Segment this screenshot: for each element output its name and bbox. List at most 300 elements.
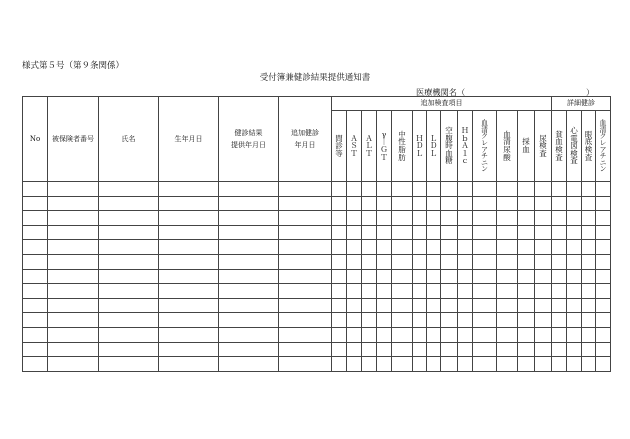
table-cell[interactable] xyxy=(427,327,441,342)
table-cell[interactable] xyxy=(413,269,427,284)
table-cell[interactable] xyxy=(23,284,48,299)
table-cell[interactable] xyxy=(392,254,413,269)
table-cell[interactable] xyxy=(48,342,99,357)
table-cell[interactable] xyxy=(347,225,362,240)
table-cell[interactable] xyxy=(99,342,159,357)
table-cell[interactable] xyxy=(518,313,535,328)
table-cell[interactable] xyxy=(518,240,535,255)
table-cell[interactable] xyxy=(413,240,427,255)
table-cell[interactable] xyxy=(159,254,219,269)
table-cell[interactable] xyxy=(535,182,552,197)
table-cell[interactable] xyxy=(552,327,567,342)
table-cell[interactable] xyxy=(567,342,582,357)
table-cell[interactable] xyxy=(219,211,279,226)
table-cell[interactable] xyxy=(159,284,219,299)
table-cell[interactable] xyxy=(279,313,332,328)
table-cell[interactable] xyxy=(458,284,473,299)
table-cell[interactable] xyxy=(219,298,279,313)
table-cell[interactable] xyxy=(427,269,441,284)
table-cell[interactable] xyxy=(23,298,48,313)
table-cell[interactable] xyxy=(99,182,159,197)
table-cell[interactable] xyxy=(347,342,362,357)
table-cell[interactable] xyxy=(552,284,567,299)
table-cell[interactable] xyxy=(497,254,518,269)
table-cell[interactable] xyxy=(441,225,458,240)
table-cell[interactable] xyxy=(347,284,362,299)
table-cell[interactable] xyxy=(518,182,535,197)
table-cell[interactable] xyxy=(392,240,413,255)
table-cell[interactable] xyxy=(99,269,159,284)
table-cell[interactable] xyxy=(441,357,458,372)
table-cell[interactable] xyxy=(377,211,392,226)
table-cell[interactable] xyxy=(23,269,48,284)
table-cell[interactable] xyxy=(392,182,413,197)
table-cell[interactable] xyxy=(535,327,552,342)
table-cell[interactable] xyxy=(473,342,497,357)
table-cell[interactable] xyxy=(552,196,567,211)
table-cell[interactable] xyxy=(362,269,377,284)
table-cell[interactable] xyxy=(427,225,441,240)
table-cell[interactable] xyxy=(535,240,552,255)
table-cell[interactable] xyxy=(279,240,332,255)
table-cell[interactable] xyxy=(497,357,518,372)
table-cell[interactable] xyxy=(159,298,219,313)
table-cell[interactable] xyxy=(279,211,332,226)
table-cell[interactable] xyxy=(392,196,413,211)
table-cell[interactable] xyxy=(567,254,582,269)
table-cell[interactable] xyxy=(497,313,518,328)
table-cell[interactable] xyxy=(596,298,611,313)
table-cell[interactable] xyxy=(567,211,582,226)
table-cell[interactable] xyxy=(332,298,347,313)
table-cell[interactable] xyxy=(99,313,159,328)
table-cell[interactable] xyxy=(99,240,159,255)
table-cell[interactable] xyxy=(332,269,347,284)
table-cell[interactable] xyxy=(596,357,611,372)
table-cell[interactable] xyxy=(441,269,458,284)
table-cell[interactable] xyxy=(362,342,377,357)
table-cell[interactable] xyxy=(441,240,458,255)
table-cell[interactable] xyxy=(518,284,535,299)
table-cell[interactable] xyxy=(377,240,392,255)
table-cell[interactable] xyxy=(535,357,552,372)
table-cell[interactable] xyxy=(48,269,99,284)
table-cell[interactable] xyxy=(582,269,596,284)
table-cell[interactable] xyxy=(567,182,582,197)
table-cell[interactable] xyxy=(441,298,458,313)
table-cell[interactable] xyxy=(377,225,392,240)
table-cell[interactable] xyxy=(473,225,497,240)
table-cell[interactable] xyxy=(427,284,441,299)
table-cell[interactable] xyxy=(362,327,377,342)
table-cell[interactable] xyxy=(497,327,518,342)
table-cell[interactable] xyxy=(458,240,473,255)
table-cell[interactable] xyxy=(567,327,582,342)
table-cell[interactable] xyxy=(473,254,497,269)
table-cell[interactable] xyxy=(23,211,48,226)
table-cell[interactable] xyxy=(518,357,535,372)
table-cell[interactable] xyxy=(219,225,279,240)
table-cell[interactable] xyxy=(347,298,362,313)
table-cell[interactable] xyxy=(518,211,535,226)
table-cell[interactable] xyxy=(497,284,518,299)
table-cell[interactable] xyxy=(219,357,279,372)
table-cell[interactable] xyxy=(567,313,582,328)
table-cell[interactable] xyxy=(497,225,518,240)
table-cell[interactable] xyxy=(219,327,279,342)
table-cell[interactable] xyxy=(347,240,362,255)
table-cell[interactable] xyxy=(473,327,497,342)
table-cell[interactable] xyxy=(347,254,362,269)
table-cell[interactable] xyxy=(497,182,518,197)
table-cell[interactable] xyxy=(497,342,518,357)
table-cell[interactable] xyxy=(23,357,48,372)
table-cell[interactable] xyxy=(392,342,413,357)
table-cell[interactable] xyxy=(552,254,567,269)
table-cell[interactable] xyxy=(458,357,473,372)
table-cell[interactable] xyxy=(23,254,48,269)
table-cell[interactable] xyxy=(279,182,332,197)
table-cell[interactable] xyxy=(347,327,362,342)
table-cell[interactable] xyxy=(596,225,611,240)
table-cell[interactable] xyxy=(458,182,473,197)
table-cell[interactable] xyxy=(596,182,611,197)
table-cell[interactable] xyxy=(48,211,99,226)
table-cell[interactable] xyxy=(535,298,552,313)
table-cell[interactable] xyxy=(362,182,377,197)
table-cell[interactable] xyxy=(332,225,347,240)
table-cell[interactable] xyxy=(441,284,458,299)
table-cell[interactable] xyxy=(279,284,332,299)
table-cell[interactable] xyxy=(23,182,48,197)
table-cell[interactable] xyxy=(582,211,596,226)
table-cell[interactable] xyxy=(332,211,347,226)
table-cell[interactable] xyxy=(279,196,332,211)
table-cell[interactable] xyxy=(497,298,518,313)
table-cell[interactable] xyxy=(48,357,99,372)
table-cell[interactable] xyxy=(596,269,611,284)
table-cell[interactable] xyxy=(48,313,99,328)
table-cell[interactable] xyxy=(596,211,611,226)
table-cell[interactable] xyxy=(473,284,497,299)
table-cell[interactable] xyxy=(552,269,567,284)
table-cell[interactable] xyxy=(99,357,159,372)
table-cell[interactable] xyxy=(458,211,473,226)
table-cell[interactable] xyxy=(219,313,279,328)
table-cell[interactable] xyxy=(441,211,458,226)
table-cell[interactable] xyxy=(48,196,99,211)
table-cell[interactable] xyxy=(458,327,473,342)
table-cell[interactable] xyxy=(279,342,332,357)
table-cell[interactable] xyxy=(219,240,279,255)
table-cell[interactable] xyxy=(458,298,473,313)
table-cell[interactable] xyxy=(48,240,99,255)
table-cell[interactable] xyxy=(377,196,392,211)
table-cell[interactable] xyxy=(332,240,347,255)
table-cell[interactable] xyxy=(413,254,427,269)
table-cell[interactable] xyxy=(535,196,552,211)
table-cell[interactable] xyxy=(427,211,441,226)
table-cell[interactable] xyxy=(219,196,279,211)
table-cell[interactable] xyxy=(441,182,458,197)
table-cell[interactable] xyxy=(473,357,497,372)
table-cell[interactable] xyxy=(332,357,347,372)
table-cell[interactable] xyxy=(159,342,219,357)
table-cell[interactable] xyxy=(497,240,518,255)
table-cell[interactable] xyxy=(99,254,159,269)
table-cell[interactable] xyxy=(392,284,413,299)
table-cell[interactable] xyxy=(48,182,99,197)
table-cell[interactable] xyxy=(596,342,611,357)
table-cell[interactable] xyxy=(413,342,427,357)
table-cell[interactable] xyxy=(159,225,219,240)
table-cell[interactable] xyxy=(582,298,596,313)
table-cell[interactable] xyxy=(23,240,48,255)
table-cell[interactable] xyxy=(441,254,458,269)
table-cell[interactable] xyxy=(567,284,582,299)
table-cell[interactable] xyxy=(362,298,377,313)
table-cell[interactable] xyxy=(441,327,458,342)
table-cell[interactable] xyxy=(473,269,497,284)
table-cell[interactable] xyxy=(159,240,219,255)
table-cell[interactable] xyxy=(159,327,219,342)
table-cell[interactable] xyxy=(473,211,497,226)
table-cell[interactable] xyxy=(332,342,347,357)
table-cell[interactable] xyxy=(473,196,497,211)
table-cell[interactable] xyxy=(279,298,332,313)
table-cell[interactable] xyxy=(497,196,518,211)
table-cell[interactable] xyxy=(279,327,332,342)
table-cell[interactable] xyxy=(458,254,473,269)
table-cell[interactable] xyxy=(219,284,279,299)
table-cell[interactable] xyxy=(159,313,219,328)
table-cell[interactable] xyxy=(427,357,441,372)
table-cell[interactable] xyxy=(582,225,596,240)
table-cell[interactable] xyxy=(362,313,377,328)
table-cell[interactable] xyxy=(279,225,332,240)
table-cell[interactable] xyxy=(219,182,279,197)
table-cell[interactable] xyxy=(582,357,596,372)
table-cell[interactable] xyxy=(458,342,473,357)
table-cell[interactable] xyxy=(535,211,552,226)
table-cell[interactable] xyxy=(48,254,99,269)
table-cell[interactable] xyxy=(427,254,441,269)
table-cell[interactable] xyxy=(413,313,427,328)
table-cell[interactable] xyxy=(535,225,552,240)
table-cell[interactable] xyxy=(377,298,392,313)
table-cell[interactable] xyxy=(362,284,377,299)
table-cell[interactable] xyxy=(332,182,347,197)
table-cell[interactable] xyxy=(362,357,377,372)
table-cell[interactable] xyxy=(518,327,535,342)
table-cell[interactable] xyxy=(23,313,48,328)
table-cell[interactable] xyxy=(48,327,99,342)
table-cell[interactable] xyxy=(535,254,552,269)
table-cell[interactable] xyxy=(99,327,159,342)
table-cell[interactable] xyxy=(473,182,497,197)
table-cell[interactable] xyxy=(427,313,441,328)
table-cell[interactable] xyxy=(23,196,48,211)
table-cell[interactable] xyxy=(582,342,596,357)
table-cell[interactable] xyxy=(48,284,99,299)
table-cell[interactable] xyxy=(413,211,427,226)
table-cell[interactable] xyxy=(582,196,596,211)
table-cell[interactable] xyxy=(497,211,518,226)
table-cell[interactable] xyxy=(392,327,413,342)
table-cell[interactable] xyxy=(596,284,611,299)
table-cell[interactable] xyxy=(377,284,392,299)
table-cell[interactable] xyxy=(413,357,427,372)
table-cell[interactable] xyxy=(362,225,377,240)
table-cell[interactable] xyxy=(596,254,611,269)
table-cell[interactable] xyxy=(473,298,497,313)
table-cell[interactable] xyxy=(518,196,535,211)
table-cell[interactable] xyxy=(413,298,427,313)
table-cell[interactable] xyxy=(567,269,582,284)
table-cell[interactable] xyxy=(159,211,219,226)
table-cell[interactable] xyxy=(458,225,473,240)
table-cell[interactable] xyxy=(582,240,596,255)
table-cell[interactable] xyxy=(427,182,441,197)
table-cell[interactable] xyxy=(458,196,473,211)
table-cell[interactable] xyxy=(377,357,392,372)
table-cell[interactable] xyxy=(596,313,611,328)
table-cell[interactable] xyxy=(427,298,441,313)
table-cell[interactable] xyxy=(567,196,582,211)
table-cell[interactable] xyxy=(441,313,458,328)
table-cell[interactable] xyxy=(347,357,362,372)
table-cell[interactable] xyxy=(596,240,611,255)
table-cell[interactable] xyxy=(279,269,332,284)
table-cell[interactable] xyxy=(362,254,377,269)
table-cell[interactable] xyxy=(441,196,458,211)
table-cell[interactable] xyxy=(518,298,535,313)
table-cell[interactable] xyxy=(518,225,535,240)
table-cell[interactable] xyxy=(219,254,279,269)
table-cell[interactable] xyxy=(497,269,518,284)
table-cell[interactable] xyxy=(377,254,392,269)
table-cell[interactable] xyxy=(596,327,611,342)
table-cell[interactable] xyxy=(535,269,552,284)
table-cell[interactable] xyxy=(427,240,441,255)
table-cell[interactable] xyxy=(362,211,377,226)
table-cell[interactable] xyxy=(413,196,427,211)
table-cell[interactable] xyxy=(99,225,159,240)
table-cell[interactable] xyxy=(23,225,48,240)
table-cell[interactable] xyxy=(535,313,552,328)
table-cell[interactable] xyxy=(552,211,567,226)
table-cell[interactable] xyxy=(552,298,567,313)
table-cell[interactable] xyxy=(552,313,567,328)
table-cell[interactable] xyxy=(552,342,567,357)
table-cell[interactable] xyxy=(23,327,48,342)
table-cell[interactable] xyxy=(99,211,159,226)
table-cell[interactable] xyxy=(518,342,535,357)
table-cell[interactable] xyxy=(347,196,362,211)
table-cell[interactable] xyxy=(332,313,347,328)
table-cell[interactable] xyxy=(458,269,473,284)
result-date-line1: 健診結果 xyxy=(234,128,263,137)
table-cell[interactable] xyxy=(552,357,567,372)
table-cell[interactable] xyxy=(23,342,48,357)
table-cell[interactable] xyxy=(332,284,347,299)
table-cell[interactable] xyxy=(48,225,99,240)
table-cell[interactable] xyxy=(413,284,427,299)
table-cell[interactable] xyxy=(392,313,413,328)
table-cell[interactable] xyxy=(552,182,567,197)
table-cell[interactable] xyxy=(567,357,582,372)
table-cell[interactable] xyxy=(535,284,552,299)
table-cell[interactable] xyxy=(582,327,596,342)
table-cell[interactable] xyxy=(279,254,332,269)
table-cell[interactable] xyxy=(332,254,347,269)
table-cell[interactable] xyxy=(347,211,362,226)
table-cell[interactable] xyxy=(518,269,535,284)
table-cell[interactable] xyxy=(413,327,427,342)
table-cell[interactable] xyxy=(567,240,582,255)
table-cell[interactable] xyxy=(377,182,392,197)
table-cell[interactable] xyxy=(392,269,413,284)
table-cell[interactable] xyxy=(159,357,219,372)
table-cell[interactable] xyxy=(219,269,279,284)
table-cell[interactable] xyxy=(473,313,497,328)
table-cell[interactable] xyxy=(567,225,582,240)
table-cell[interactable] xyxy=(473,240,497,255)
table-cell[interactable] xyxy=(99,196,159,211)
table-cell[interactable] xyxy=(347,182,362,197)
table-cell[interactable] xyxy=(377,313,392,328)
table-cell[interactable] xyxy=(552,225,567,240)
table-cell[interactable] xyxy=(535,342,552,357)
table-cell[interactable] xyxy=(552,240,567,255)
table-cell[interactable] xyxy=(392,298,413,313)
table-cell[interactable] xyxy=(362,240,377,255)
table-cell[interactable] xyxy=(377,327,392,342)
table-cell[interactable] xyxy=(347,313,362,328)
table-cell[interactable] xyxy=(518,254,535,269)
table-cell[interactable] xyxy=(332,196,347,211)
table-cell[interactable] xyxy=(347,269,362,284)
table-cell[interactable] xyxy=(392,225,413,240)
table-cell[interactable] xyxy=(159,196,219,211)
table-cell[interactable] xyxy=(159,182,219,197)
table-cell[interactable] xyxy=(582,313,596,328)
table-cell[interactable] xyxy=(441,342,458,357)
table-cell[interactable] xyxy=(392,357,413,372)
table-cell[interactable] xyxy=(219,342,279,357)
table-cell[interactable] xyxy=(99,298,159,313)
table-cell[interactable] xyxy=(392,211,413,226)
table-cell[interactable] xyxy=(427,196,441,211)
table-cell[interactable] xyxy=(582,182,596,197)
table-cell[interactable] xyxy=(567,298,582,313)
table-cell[interactable] xyxy=(99,284,159,299)
table-cell[interactable] xyxy=(427,342,441,357)
table-cell[interactable] xyxy=(362,196,377,211)
table-cell[interactable] xyxy=(413,225,427,240)
table-cell[interactable] xyxy=(458,313,473,328)
table-cell[interactable] xyxy=(596,196,611,211)
table-cell[interactable] xyxy=(582,254,596,269)
table-cell[interactable] xyxy=(413,182,427,197)
table-cell[interactable] xyxy=(279,357,332,372)
table-cell[interactable] xyxy=(377,342,392,357)
table-cell[interactable] xyxy=(377,269,392,284)
table-cell[interactable] xyxy=(582,284,596,299)
table-cell[interactable] xyxy=(48,298,99,313)
table-cell[interactable] xyxy=(332,327,347,342)
table-cell[interactable] xyxy=(159,269,219,284)
